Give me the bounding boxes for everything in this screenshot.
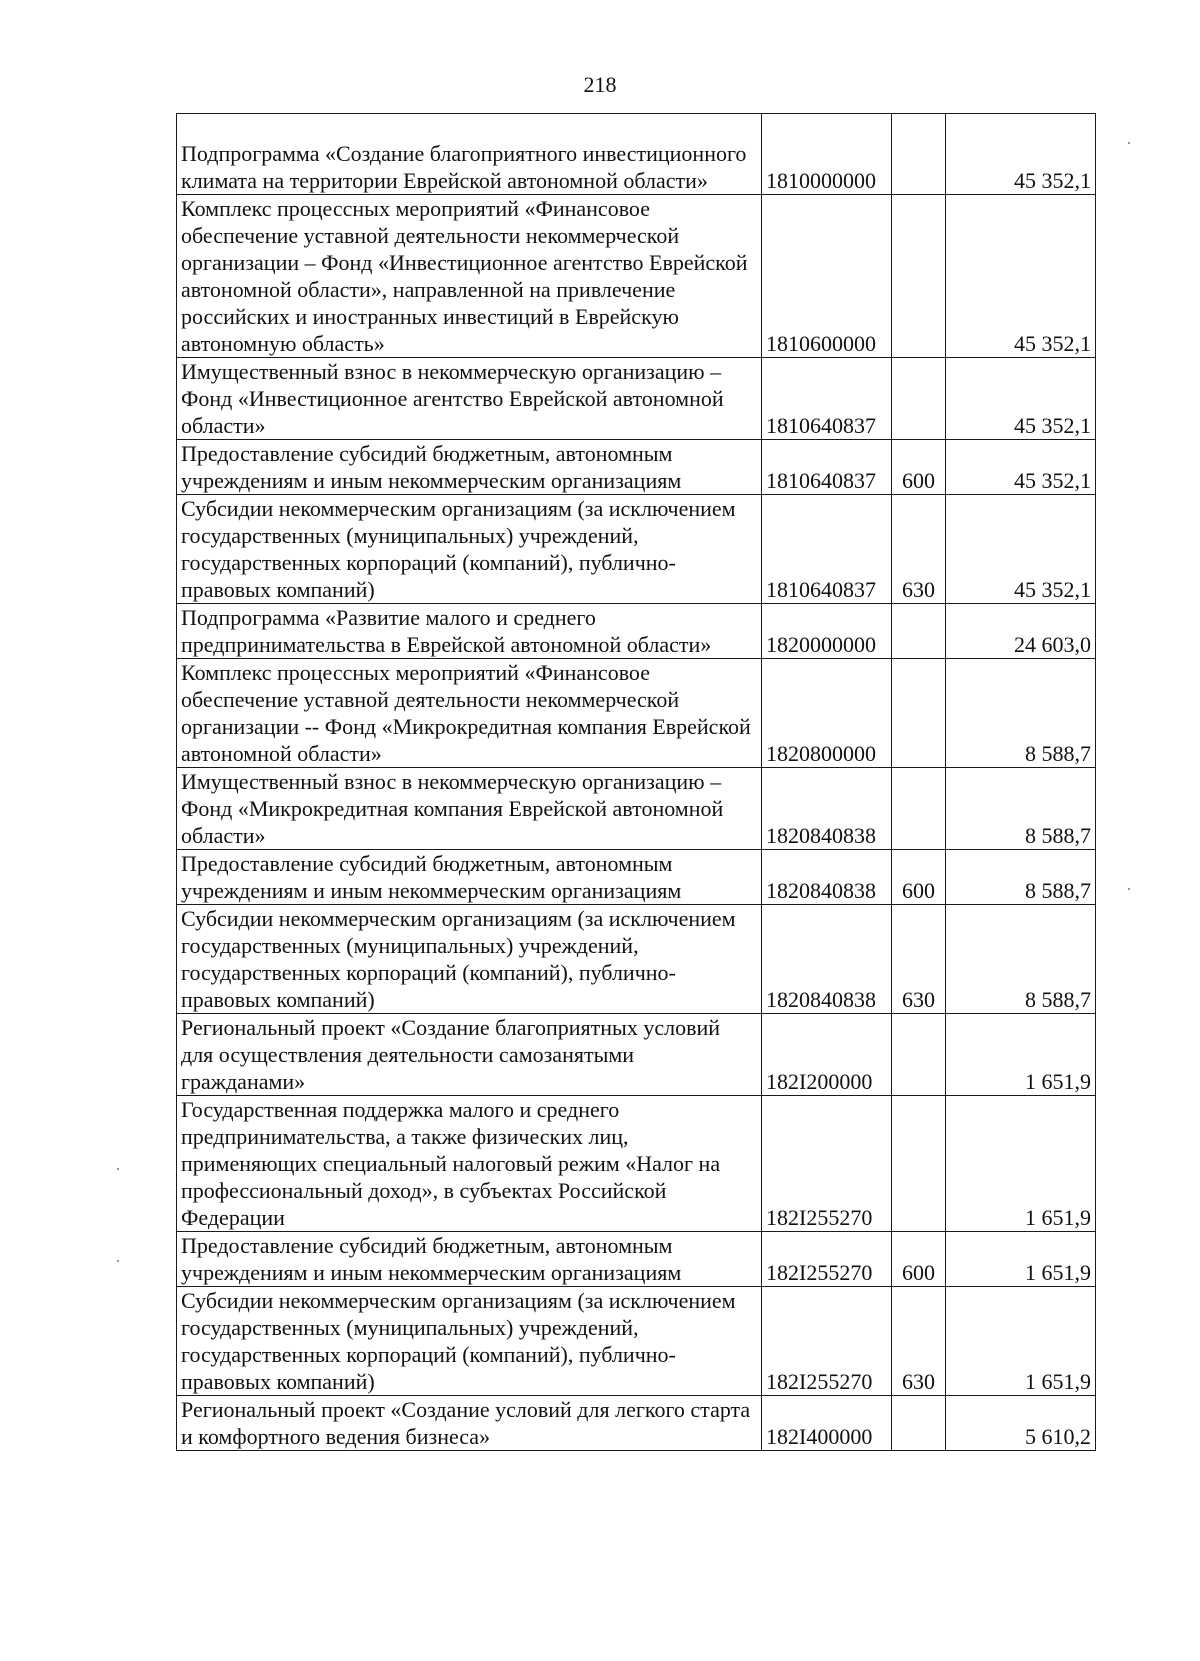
row-type-cell	[892, 1396, 946, 1451]
row-amount-cell: 8 588,7	[946, 850, 1096, 905]
row-amount-cell: 1 651,9	[946, 1287, 1096, 1396]
row-code-cell: 1820840838	[762, 850, 892, 905]
row-amount-cell: 1 651,9	[946, 1232, 1096, 1287]
table-row	[177, 440, 1096, 495]
row-type-cell	[892, 358, 946, 440]
row-name-cell: Подпрограмма «Развитие малого и среднего предпринимательства в Еврейской автономной области»	[177, 604, 762, 659]
row-code-cell: 1820840838	[762, 768, 892, 850]
row-name-cell: Имущественный взнос в некоммерческую организацию – Фонд «Инвестиционное агентство Еврейской автономной области»	[177, 358, 762, 440]
row-type-cell: 600	[892, 1232, 946, 1287]
row-type-cell	[892, 1014, 946, 1096]
row-name-cell: Субсидии некоммерческим организациям (за исключением государственных (муниципальных) учреждений, государственных корпораций (компаний), публично-правовых компаний)	[177, 495, 762, 604]
row-amount-cell: 1 651,9	[946, 1096, 1096, 1232]
table-row	[177, 358, 1096, 440]
row-amount-cell: 45 352,1	[946, 440, 1096, 495]
row-type-cell: 600	[892, 850, 946, 905]
budget-table	[176, 113, 1096, 1451]
row-code-cell: 1810640837	[762, 495, 892, 604]
row-code-cell: 1820800000	[762, 659, 892, 768]
row-amount-cell: 8 588,7	[946, 659, 1096, 768]
table-row	[177, 195, 1096, 358]
budget-table-body	[177, 114, 1096, 1451]
row-name-cell: Предоставление субсидий бюджетным, автономным учреждениям и иным некоммерческим организациям	[177, 1232, 762, 1287]
row-code-cell: 182I400000	[762, 1396, 892, 1451]
row-code-cell: 1810640837	[762, 358, 892, 440]
row-amount-cell: 45 352,1	[946, 195, 1096, 358]
row-amount-cell: 45 352,1	[946, 495, 1096, 604]
row-amount-cell: 45 352,1	[946, 114, 1096, 195]
table-row	[177, 1232, 1096, 1287]
scan-speck	[1128, 888, 1130, 890]
scan-speck	[117, 1260, 119, 1262]
table-row	[177, 659, 1096, 768]
table-row	[177, 1014, 1096, 1096]
row-type-cell	[892, 768, 946, 850]
row-code-cell: 1810600000	[762, 195, 892, 358]
page-number: 218	[583, 72, 617, 97]
table-row	[177, 850, 1096, 905]
row-type-cell	[892, 659, 946, 768]
table-row	[177, 1287, 1096, 1396]
row-amount-cell: 8 588,7	[946, 905, 1096, 1014]
row-code-cell: 1810000000	[762, 114, 892, 195]
scan-speck	[117, 1168, 119, 1170]
row-type-cell	[892, 195, 946, 358]
row-name-cell: Предоставление субсидий бюджетным, автономным учреждениям и иным некоммерческим организациям	[177, 850, 762, 905]
row-type-cell	[892, 604, 946, 659]
row-amount-cell: 1 651,9	[946, 1014, 1096, 1096]
row-code-cell: 182I200000	[762, 1014, 892, 1096]
row-type-cell	[892, 114, 946, 195]
table-row	[177, 1396, 1096, 1451]
row-code-cell: 1820000000	[762, 604, 892, 659]
row-type-cell: 630	[892, 495, 946, 604]
row-name-cell: Субсидии некоммерческим организациям (за исключением государственных (муниципальных) учреждений, государственных корпораций (компаний), публично-правовых компаний)	[177, 1287, 762, 1396]
table-row	[177, 1096, 1096, 1232]
table-row	[177, 114, 1096, 195]
row-code-cell: 182I255270	[762, 1232, 892, 1287]
table-row	[177, 905, 1096, 1014]
row-name-cell: Подпрограмма «Создание благоприятного инвестиционного климата на территории Еврейской автономной области»	[177, 114, 762, 195]
row-name-cell: Государственная поддержка малого и среднего предпринимательства, а также физических лиц, применяющих специальный налоговый режим «Налог на профессиональный доход», в субъектах Российской Федерации	[177, 1096, 762, 1232]
row-name-cell: Субсидии некоммерческим организациям (за исключением государственных (муниципальных) учреждений, государственных корпораций (компаний), публично-правовых компаний)	[177, 905, 762, 1014]
row-name-cell: Комплекс процессных мероприятий «Финансовое обеспечение уставной деятельности некоммерческой организации -- Фонд «Микрокредитная компания Еврейской автономной области»	[177, 659, 762, 768]
table-row	[177, 495, 1096, 604]
row-type-cell: 600	[892, 440, 946, 495]
row-name-cell: Комплекс процессных мероприятий «Финансовое обеспечение уставной деятельности некоммерческой организации – Фонд «Инвестиционное агентство Еврейской автономной области», направленной на привлечение российских и иностранных инвестиций в Еврейскую автономную область»	[177, 195, 762, 358]
table-row	[177, 768, 1096, 850]
row-name-cell: Региональный проект «Создание условий для легкого старта и комфортного ведения бизнеса»	[177, 1396, 762, 1451]
row-amount-cell: 8 588,7	[946, 768, 1096, 850]
row-type-cell: 630	[892, 1287, 946, 1396]
row-type-cell: 630	[892, 905, 946, 1014]
scan-speck	[1128, 142, 1130, 144]
row-code-cell: 182I255270	[762, 1096, 892, 1232]
row-amount-cell: 45 352,1	[946, 358, 1096, 440]
row-name-cell: Предоставление субсидий бюджетным, автономным учреждениям и иным некоммерческим организациям	[177, 440, 762, 495]
row-amount-cell: 5 610,2	[946, 1396, 1096, 1451]
row-code-cell: 1810640837	[762, 440, 892, 495]
row-amount-cell: 24 603,0	[946, 604, 1096, 659]
row-type-cell	[892, 1096, 946, 1232]
row-name-cell: Региональный проект «Создание благоприятных условий для осуществления деятельности самозанятыми гражданами»	[177, 1014, 762, 1096]
row-code-cell: 1820840838	[762, 905, 892, 1014]
row-name-cell: Имущественный взнос в некоммерческую организацию – Фонд «Микрокредитная компания Еврейской автономной области»	[177, 768, 762, 850]
row-code-cell: 182I255270	[762, 1287, 892, 1396]
table-row	[177, 604, 1096, 659]
